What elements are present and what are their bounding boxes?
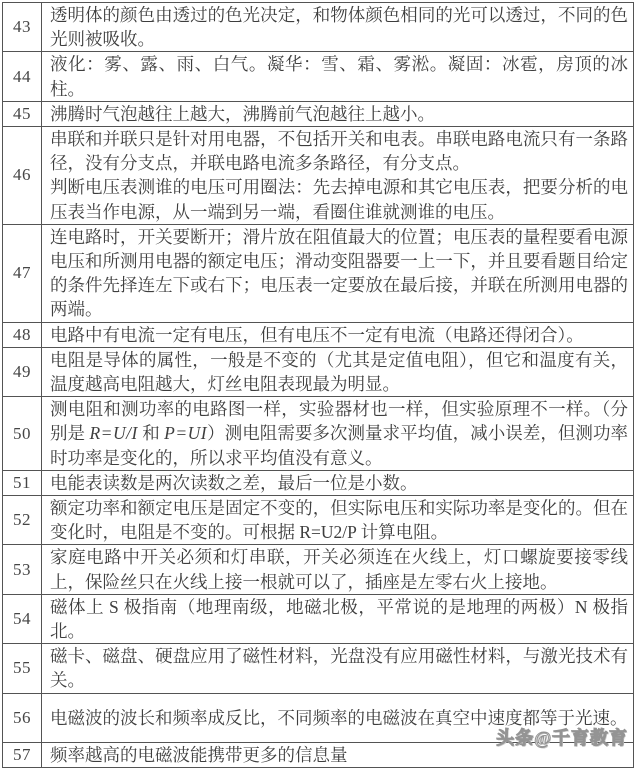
note-segment: 连电路时，开关要断开；滑片放在阻值最大的位置；电压表的量程要看电源电压和所测用电器的额定电压；滑动变阻器要一上一下，并且要看题目给定的条件先择连左下或右下；电压表一定要放在最后接，并联在所测用电器的两端。 (50, 226, 628, 320)
note-segment: 串联和并联只是针对用电器，不包括开关和电表。串联电路电流只有一条路径，没有分支点，并联电路电流多条路径，有分支点。 (50, 129, 628, 174)
note-segment: ）测电阻需要多次测量求平均值，减小误差，但测功率时功率是变化的，所以求平均值没有意义。 (50, 423, 629, 468)
note-paragraph (50, 3, 628, 51)
note-paragraph (50, 545, 628, 593)
note-paragraph (50, 595, 628, 643)
row-number: 45 (3, 101, 42, 126)
table-row (3, 397, 634, 471)
row-number: 49 (3, 347, 42, 396)
row-number: 43 (3, 3, 42, 52)
row-number: 53 (3, 545, 42, 594)
note-segment: 电路中有电流一定有电压，但有电压不一定有电流（电路还得闭合）。 (50, 324, 584, 345)
notes-table-body (3, 3, 634, 768)
row-note-text (42, 594, 634, 643)
note-paragraph (50, 644, 628, 692)
row-number: 54 (3, 594, 42, 643)
row-number: 56 (3, 693, 42, 742)
row-number: 48 (3, 322, 42, 347)
notes-table (2, 2, 634, 768)
formula-text: P=UI (164, 423, 208, 444)
row-note-text (42, 3, 634, 52)
row-note-text (42, 644, 634, 693)
row-note-text (42, 101, 634, 126)
note-segment: 沸腾时气泡越往上越大，沸腾前气泡越往上越小。 (50, 103, 435, 124)
watermark-text: 头条@千育教育 (496, 728, 628, 748)
row-note-text (42, 693, 634, 742)
table-row (3, 224, 634, 322)
note-paragraph (50, 397, 628, 470)
table-row (3, 52, 634, 101)
note-segment: 磁体上 S 极指南（地理南级，地磁北极，平常说的是地理的两极）N 极指北。 (50, 596, 628, 642)
note-segment: 电能表读数是两次读数之差，最后一位是小数。 (50, 472, 418, 493)
row-number: 57 (3, 742, 42, 767)
note-segment: 电磁波的波长和频率成反比，不同频率的电磁波在真空中速度都等于光速。 (50, 707, 628, 728)
row-note-text (42, 470, 634, 495)
note-paragraph (50, 496, 628, 544)
row-note-text (42, 322, 634, 347)
note-segment: 液化：雾、露、雨、白气。凝华：雪、霜、雾淞。凝固：冰雹，房顶的冰柱。 (50, 54, 628, 99)
formula-text: R=U/I (89, 423, 138, 444)
note-paragraph (50, 52, 628, 100)
row-number: 52 (3, 496, 42, 545)
note-paragraph (50, 471, 628, 495)
table-row (3, 322, 634, 347)
table-row (3, 347, 634, 396)
row-note-text (42, 52, 634, 101)
row-number: 47 (3, 224, 42, 322)
note-paragraph (50, 323, 628, 347)
note-segment: 判断电压表测谁的电压可用圈法：先去掉电源和其它电压表，把要分析的电压表当作电源，从一端到另一端，看圈住谁就测谁的电压。 (50, 177, 628, 222)
row-number: 46 (3, 127, 42, 225)
row-note-text (42, 496, 634, 545)
note-paragraph (50, 348, 628, 396)
row-number: 50 (3, 397, 42, 471)
table-row (3, 3, 634, 52)
table-row (3, 101, 634, 126)
table-row (3, 693, 634, 742)
note-segment: 测电阻和测功率的电路图一样，实验器材也一样，但实验原理不一样。（分别是 (50, 399, 628, 444)
row-number: 51 (3, 470, 42, 495)
note-paragraph (50, 225, 628, 322)
table-row (3, 644, 634, 693)
note-paragraph (50, 127, 628, 175)
note-segment: 磁卡、磁盘、硬盘应用了磁性材料，光盘没有应用磁性材料，与激光技术有关。 (50, 646, 628, 691)
note-segment: 透明体的颜色由透过的色光决定，和物体颜色相同的光可以透过，不同的色光则被吸收。 (50, 5, 628, 50)
note-paragraph (50, 102, 628, 126)
document-page (2, 2, 634, 765)
note-paragraph (50, 175, 628, 223)
table-row (3, 545, 634, 594)
table-row (3, 470, 634, 495)
row-note-text (42, 347, 634, 396)
row-note-text (42, 545, 634, 594)
note-segment: 电阻是导体的属性，一般是不变的（尤其是定值电阻），但它和温度有关，温度越高电阻越大，灯丝电阻表现最为明显。 (50, 349, 628, 395)
note-segment: 额定功率和额定电压是固定不变的，但实际电压和实际功率是变化的。但在变化时，电阻是不变的。可根据 R=U2/P 计算电阻。 (50, 498, 628, 543)
note-segment: 频率越高的电磁波能携带更多的信息量 (50, 744, 348, 765)
note-segment: 家庭电路中开关必须和灯串联，开关必须连在火线上，灯口螺旋要接零线上，保险丝只在火线上接一根就可以了，插座是左零右火上接地。 (50, 547, 628, 592)
table-row (3, 127, 634, 225)
row-number: 44 (3, 52, 42, 101)
row-number: 55 (3, 644, 42, 693)
row-note-text (42, 397, 634, 471)
note-paragraph (50, 706, 628, 730)
table-row (3, 594, 634, 643)
row-note-text (42, 224, 634, 322)
table-row (3, 496, 634, 545)
row-note-text (42, 127, 634, 225)
note-segment: 和 (137, 423, 165, 444)
